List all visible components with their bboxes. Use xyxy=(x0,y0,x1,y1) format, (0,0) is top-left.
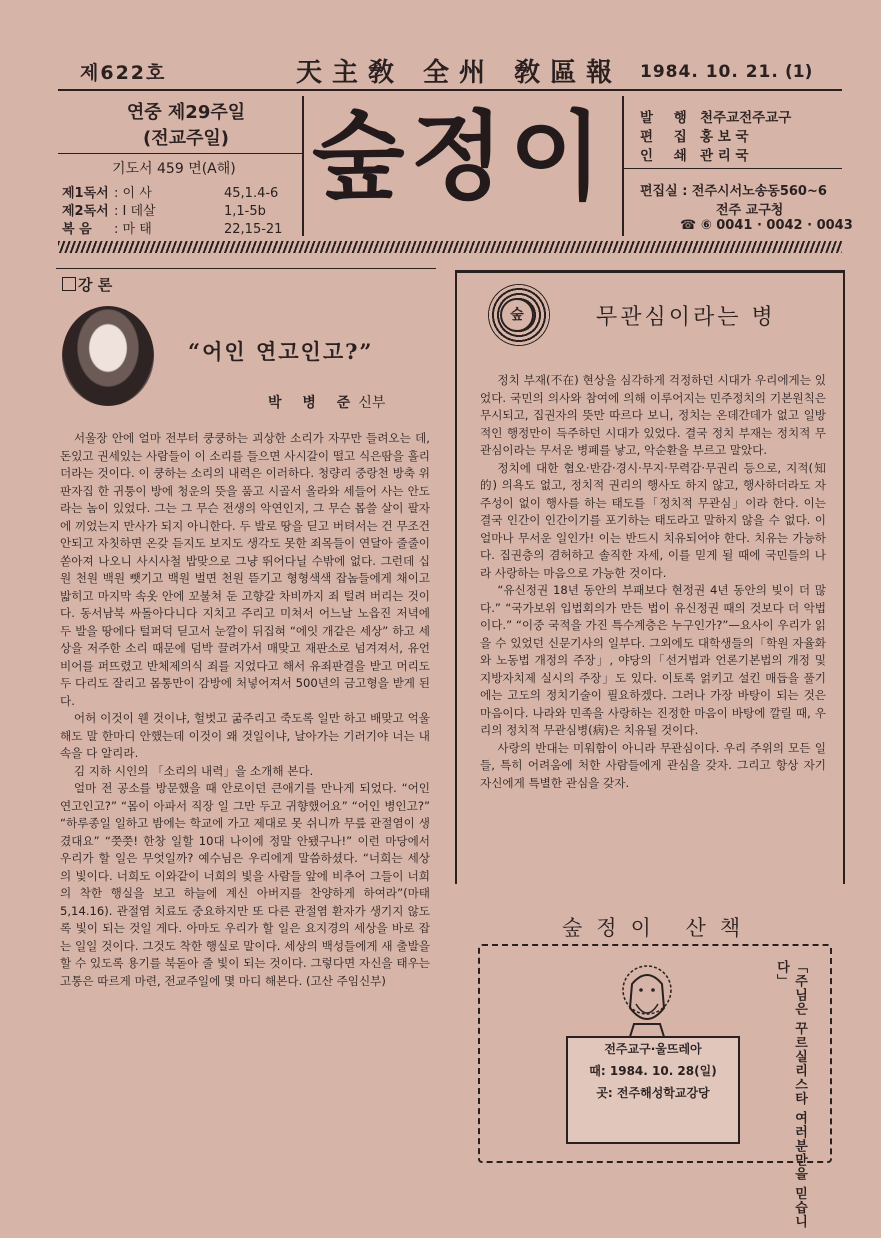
editorial-paragraph: 어허 이것이 웬 것이냐, 헐벗고 굶주리고 죽도록 일만 하고 배맞고 억울해도 말 한마디 안했는데 이것이 왜 것일이냐, 날아가는 기러기야 너는 내 속을 다 알리라. xyxy=(60,711,430,760)
section-label-text: 강 론 xyxy=(78,276,113,294)
column-title: 무관심이라는 병 xyxy=(596,305,776,330)
event-name: 전주교구·울뜨레아 xyxy=(604,1042,702,1056)
page-number: (1) xyxy=(785,62,813,82)
office-phone: ☎ ⑥ 0041 · 0042 · 0043 xyxy=(680,218,853,233)
info-value: 관 리 국 xyxy=(700,148,749,164)
publisher-name: 天主敎 全州 敎區報 xyxy=(296,58,623,88)
editorial-title: “어인 연고인고?” xyxy=(188,339,374,364)
author-name: 박 병 준 xyxy=(268,395,359,411)
info-row-printer xyxy=(640,144,749,164)
event-place: 곳: 전주해성학교강당 xyxy=(596,1086,710,1100)
column-paragraph: 정치에 대한 혐오·반감·경시·무지·무력감·무권리 등으로, 지적(知的) 의욕도 없고, 정치적 권리의 행사도 하지 않고, 행사하더라도 자주성이 없이 행사를 하는 태도를「정치적 무관심」이라 한다. 이는 결국 인간이 인간이기를 포기하는 태도라고 말하지 않을 수 없다. 이 얼마나 무서운 일인가! 이는 반드시 치유되어야 한다. 치유는 가능하다. 집권층의 겸허하고 솔직한 자세, 이를 믿게 될 때에 국민들의 나라 사랑하는 마음으로 가능한 것이다. xyxy=(480,460,826,580)
info-divider xyxy=(624,168,842,169)
reading-2-label: 제2독서 xyxy=(62,204,109,219)
newspaper-logo: 숲정이 xyxy=(311,101,609,213)
reading-3-book: : 마 태 xyxy=(114,222,152,237)
column-logo-label: 숲 xyxy=(500,298,534,332)
sunday-name: 연중 제29주일 xyxy=(126,102,246,123)
event-banner xyxy=(566,1036,740,1144)
office-address: 편집실 : 전주시서노송동560~6 xyxy=(640,184,827,199)
section-box-icon xyxy=(62,277,76,291)
column-paragraph: 정치 부재(不在) 현상을 심각하게 걱정하던 시대가 우리에게는 있었다. 국민의 의사와 참여에 의해 이루어지는 민주정치의 기본원칙은 무시되고, 집권자의 뜻만 따르다 보니, 정치는 온데간데가 없고 일방적인 행정만이 득주하던 시대가 있었다. 결국 정치 부재는 정치적 무관심이라는 무서운 병폐를 낳고, 악순환을 부르고 말았다. xyxy=(480,373,826,457)
reading-1-ref: 45,1.4-6 xyxy=(224,186,279,201)
column-paragraph: 사랑의 반대는 미워함이 아니라 무관심이다. 우리 주위의 모든 일들, 특히 어려움에 처한 사람들에게 관심을 갖자. 그리고 항상 자기 자신에게 특별한 관심을 갖자. xyxy=(480,740,826,790)
editorial-byline xyxy=(268,392,385,412)
info-key: 발 행 xyxy=(640,110,695,126)
sunday-subtitle: (전교주일) xyxy=(142,128,229,149)
left-column-rule xyxy=(56,268,436,269)
column-paragraph: “유신정권 18년 동안의 부패보다 현정권 4년 동안의 빚이 더 많다.” “국가보위 입법회의가 만든 법이 유신정권 때의 것보다 더 악법이다.” “이중 국적을 가진 특수계층은 누구인가?”—요사이 우리가 읽을 수 있었던 신문기사의 일부다. 그외에도 대학생들의「학원 자율화와 노동법 개정의 주장」, 야당의「선거법과 언론기본법의 개정 및 지방자치제 실시의 주장」도 있다. 이토록 얽키고 설킨 매듭을 풀기에는 고도의 정치기술이 필요하겠다. 그러나 가장 바탕이 되는 것은 마음이다. 나라와 민족을 사랑하는 진정한 마음이 바탕에 깔릴 때, 우리의 정치적 무관심병(病)은 치유될 것이다. xyxy=(480,583,826,737)
event-date: 때: 1984. 10. 28(일) xyxy=(589,1064,717,1078)
reading-3 xyxy=(62,218,282,237)
office-name: 전주 교구청 xyxy=(716,203,784,218)
masthead-hatch-rule xyxy=(58,241,842,253)
section-label xyxy=(62,274,112,295)
editorial-paragraph: 김 지하 시인의 「소리의 내력」을 소개해 본다. xyxy=(73,763,314,778)
walk-title: 숲정이 산책 xyxy=(562,916,755,940)
column-logo-icon xyxy=(488,284,550,346)
liturgy-divider xyxy=(58,153,303,154)
reading-1-book: : 이 사 xyxy=(114,186,152,201)
issue-number: 제622호 xyxy=(80,62,167,84)
reading-1 xyxy=(62,182,278,201)
info-row-publisher xyxy=(640,106,791,126)
info-key: 인 쇄 xyxy=(640,148,695,164)
liturgy-heading xyxy=(86,100,286,152)
info-row-editor xyxy=(640,125,749,145)
editorial-paragraph xyxy=(60,780,430,990)
editorial-signature: (고산 주임신부) xyxy=(305,973,386,988)
reading-3-ref: 22,15-21 xyxy=(224,222,283,237)
author-title: 신부 xyxy=(358,395,386,411)
walk-vertical-message: 「주님은 꾸르실리스타 여러분만을 믿습니다」 xyxy=(774,960,807,1229)
reading-2-book: : I 데살 xyxy=(114,204,156,219)
editorial-body xyxy=(60,430,430,990)
info-key: 편 집 xyxy=(640,129,695,145)
author-photo xyxy=(62,306,154,406)
reading-2-ref: 1,1-5b xyxy=(224,204,266,219)
info-value: 홍 보 국 xyxy=(700,129,749,145)
info-value: 천주교전주교구 xyxy=(700,110,792,126)
top-rule xyxy=(58,89,842,91)
issue-date: 1984. 10. 21. xyxy=(640,62,779,82)
editorial-paragraph: 서울장 안에 얼마 전부터 쿵쿵하는 괴상한 소리가 자꾸만 들려오는 데, 돈있고 권세있는 사람들이 이 소리를 들으면 사시갈이 떨고 식은땀을 흘리더라는 것이다. 이 쿵하는 소리의 내력은 이러하다. 청량리 중랑천 방축 위 판자집 한 귀퉁이 방에 청운의 뜻을 품고 시골서 올라와 세들어 사는 안도라는 놈이 있었다. 그는 그 무슨 전생의 악연인지, 그 무슨 몹쓸 살이 팔자에 끼었는지 만사가 되지 아니한다. 두 발로 땅을 딛고 버텨서는 건 무조건 안되고 자칫하면 온갖 듣지도 보지도 생각도 못한 죄목들이 연달아 줄줄이 쏟아져 나오니 사시사철 밥맞으로 그냥 뛰어다닐 수밖에 없다. 그런데 십원 천원 백원 뺏기고 백원 벌면 천원 뜯기고 형형색색 잡놈들에게 채이고 밟히고 마지막 속옷 안에 꼬불쳐 둔 고향갈 차비까지 죄 털려 버리는 것이다. 동서남북 싸돌아다니다 지치고 주리고 미쳐서 어느날 노읍진 저녁에 두 발을 땅에다 털퍼덕 딛고서 눈깔이 뒤집혀 “에잇 개같은 세상” 하고 세상을 저주한 소리 때문에 덤박 끌려가서 매맞고 재판소로 넘겨져서, 유언비어를 퍼뜨렸고 반체제의식 죄를 지었다고 해서 유죄판결을 받고 머리도 두 다리도 잘리고 몸통만이 감방에 처넣어져서 500년의 금고형을 받게 된다. xyxy=(60,431,430,708)
editorial-paragraph-text: 얼마 전 공소를 방문했을 때 안로이던 큰애기를 만나게 되었다. “어인 연고인고?” “몸이 아파서 직장 일 그만 두고 귀향했어요” “어인 병인고?” “하루종일 일하고 밤에는 학교에 가고 제대로 못 쉬니까 무릎 관절염이 생겼대요” “쯧쯧! 한창 일할 10대 나이에 정말 안됐구나!” 이런 마당에서 우리가 할 일은 무엇일까? 예수님은 우리에게 말씀하셨다. “너희는 세상의 빛이다. 너희도 이와같이 너희의 빛을 사람들 앞에 비추어 그들이 너희의 착한 행실을 보고 하늘에 계신 아버지를 찬양하게 하여라”(마태 5,14.16). 관절염 치료도 중요하지만 또 다른 관절염 환자가 생기지 않도록 빛이 되는 것일 게다. 아마도 우리가 할 일은 요지경의 세상을 바로 잡는 일일 것이다. 그것도 착한 행실로 말이다. 세상의 백성들에게 새 출발을 할 수 있도록 용기를 북돋아 줄 빛이 되는 것이다. 그렇다면 자신을 태우는 고통은 따르게 마련, 전교주일에 몇 마디 해본다. xyxy=(60,781,430,988)
reading-2 xyxy=(62,200,266,219)
column-body xyxy=(480,372,826,792)
reading-1-label: 제1독서 xyxy=(62,186,109,201)
reading-3-label: 복 음 xyxy=(62,222,92,237)
prayer-book-ref: 기도서 459 면(A해) xyxy=(112,161,236,177)
info-box-border xyxy=(622,96,624,236)
